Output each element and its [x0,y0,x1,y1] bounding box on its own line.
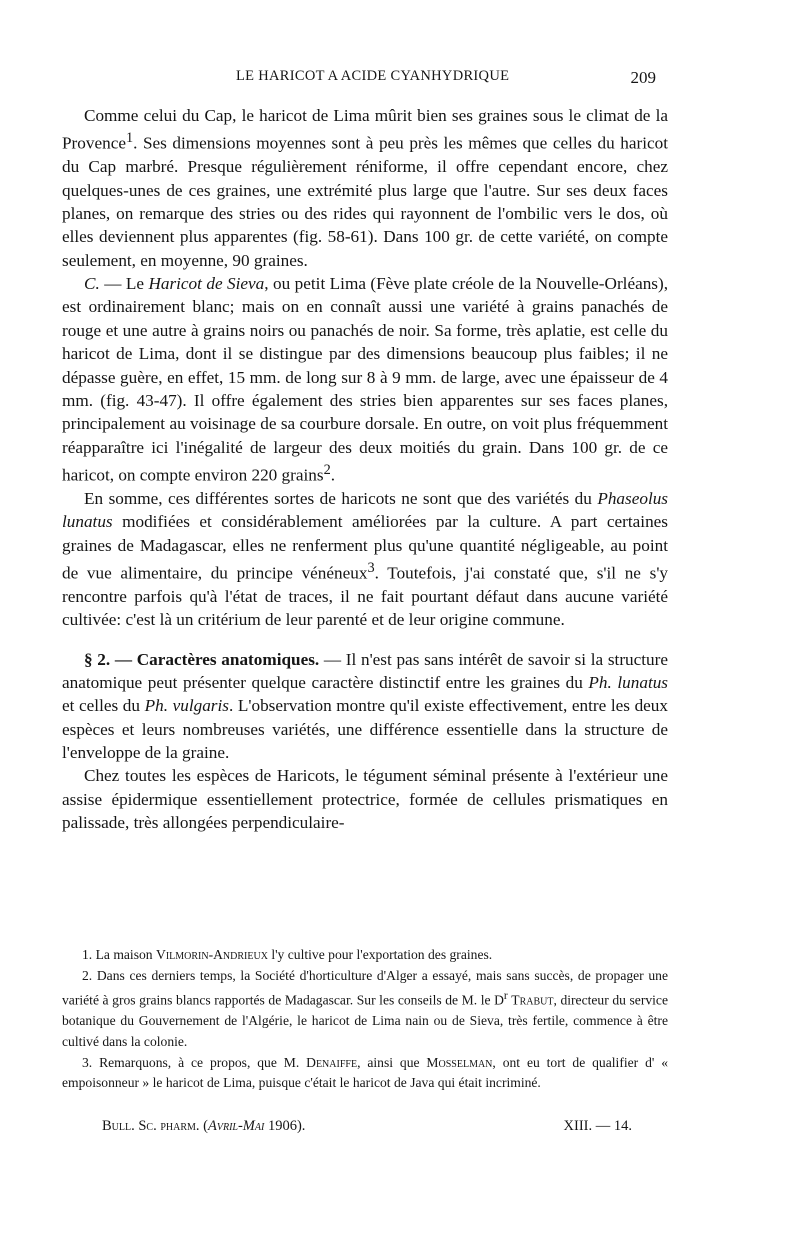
running-head-title: LE HARICOT A ACIDE CYANHYDRIQUE [236,68,510,84]
footnotes [62,945,668,1094]
text-run: . [330,465,336,485]
journal-citation [102,1118,305,1135]
volume-signature: XIII. — 14. [563,1118,632,1134]
page-footer [102,1118,632,1140]
paragraph-summary [62,487,668,632]
text-run: . L'observation montre qu'il existe effectivement, entre les deux espèces et leurs nombreuses variétés, une différence essentielle dans la structure de l'enveloppe de la graine. [62,696,668,763]
footnote-ref-3: 3 [367,560,375,576]
footnote-3 [62,1053,668,1094]
variety-name: Haricot de Sieva [148,274,265,294]
footnote-1 [62,945,668,966]
section-anatomy [62,648,668,765]
text-run: , directeur du service botanique du Gouvernement de l'Algérie, le haricot de Lima nain ou de Sieva, très fertile, commence à être cultivé dans la colonie. [62,992,668,1049]
text-run: 2. Dans ces derniers temps, la Société d'horticulture d'Alger a essayé, mais sans succès, de propager une variété à gros grains blancs rapportés de Madagascar. Sur les conseils de M. le D [62,967,668,1008]
paragraph-lima [62,104,668,272]
person-name: Denaiffe [306,1054,358,1070]
text-run: . Toutefois, j'ai constaté que, s'il ne s'y rencontre parfois qu'à l'état de traces, il ne fait pourtant défaut dans aucune variété cultivée: c'est là un critérium de leur parenté et de leur origine commune. [62,563,669,630]
section-heading: § 2. — Caractères anatomiques. [84,649,320,669]
text-run: modifiées et considérablement améliorées par la culture. A part certaines graines de Madagascar, elles ne renferment plus qu'une quantité négligeable, au point de vue alimentaire, du principe vénéneux [62,512,668,583]
text-run: — Il n'est pas sans intérêt de savoir si la structure anatomique peut présenter quelque caractère distinctif entre les graines du [62,649,668,693]
text-run: 1906). [264,1118,306,1134]
text-run: 3. Remarquons, à ce propos, que M. [82,1054,307,1070]
person-name: Mosselman [426,1054,493,1070]
text-run: . Ses dimensions moyennes sont à peu près les mêmes que celles du haricot du Cap marbré. Presque régulièrement réniforme, il offre cependant encore, chez quelques-unes de ces graines, une extrémité plus large que l'autre. Sur ses deux faces planes, on remarque des stries ou des rides qui rayonnent de l'ombilic vers le dos, où elles deviennent plus apparentes (fig. 58-61). Dans 100 gr. de cette variété, on compte seulement, en moyenne, 90 graines. [62,134,668,270]
superscript: r [503,990,508,1003]
page-number: 209 [630,68,656,87]
species-name: Ph. lunatus [588,673,668,693]
text-run: , ou petit Lima (Fève plate créole de la Nouvelle-Orléans), est ordinairement blanc; mais on en connaît aussi une variété à grains panachés de rouge et une autre à grains noirs ou panachés de noir. Sa forme, très aplatie, est celle du haricot de Lima, dont il se distingue par des dimensions beaucoup plus faibles; il ne dépasse guère, en effet, 15 mm. de long sur 8 à 9 mm. de large, avec une épaisseur de 4 mm. (fig. 43-47). Il offre également des stries bien apparentes sur ses faces planes, principalement au voisinage de sa courbure dorsale. En outre, on voit plus fréquemment réapparaître ici l'inégalité de largeur des deux moitiés du grain. Dans 100 gr. de ce haricot, on compte environ 220 grains [62,274,668,485]
item-label: C. [84,274,100,294]
footnote-2 [62,966,668,1053]
text-run: Bull. Sc. pharm. ( [102,1118,208,1134]
issue-months: Avril-Mai [208,1118,265,1134]
paragraph-tegument [62,764,668,834]
species-name: Ph. vulgaris [144,696,229,716]
text-run: En somme, ces différentes sortes de haricots ne sont que des variétés du [84,488,598,508]
person-name: Vilmorin-Andrieux [156,947,268,962]
text-run: Comme celui du Cap, le haricot de Lima mûrit bien ses graines sous le climat de la Provence [62,106,668,154]
running-header [236,68,656,94]
footnote-ref-1: 1 [125,130,134,147]
person-name: Trabut [511,992,554,1008]
text-run: 1. La maison [82,947,156,962]
text-run: et celles du [62,696,145,716]
text-run: Chez toutes les espèces de Haricots, le tégument séminal présente à l'extérieur une assise épidermique essentiellement protectrice, formée de cellules prismatiques en palissade, très allongées perpendiculaire- [62,766,668,833]
text-run: , ainsi que [357,1054,427,1070]
text-run: — Le [99,274,149,294]
text-run: l'y cultive pour l'exportation des graines. [267,947,493,962]
species-name: Phaseolus lunatus [62,488,668,532]
text-run: , ont eu tort de qualifier d' « empoisonneur » le haricot de Lima, puisque c'était le haricot de Java qui était incriminé. [62,1054,668,1091]
main-text [62,104,668,835]
footnote-ref-2: 2 [323,461,331,478]
paragraph-sieva [62,272,668,487]
